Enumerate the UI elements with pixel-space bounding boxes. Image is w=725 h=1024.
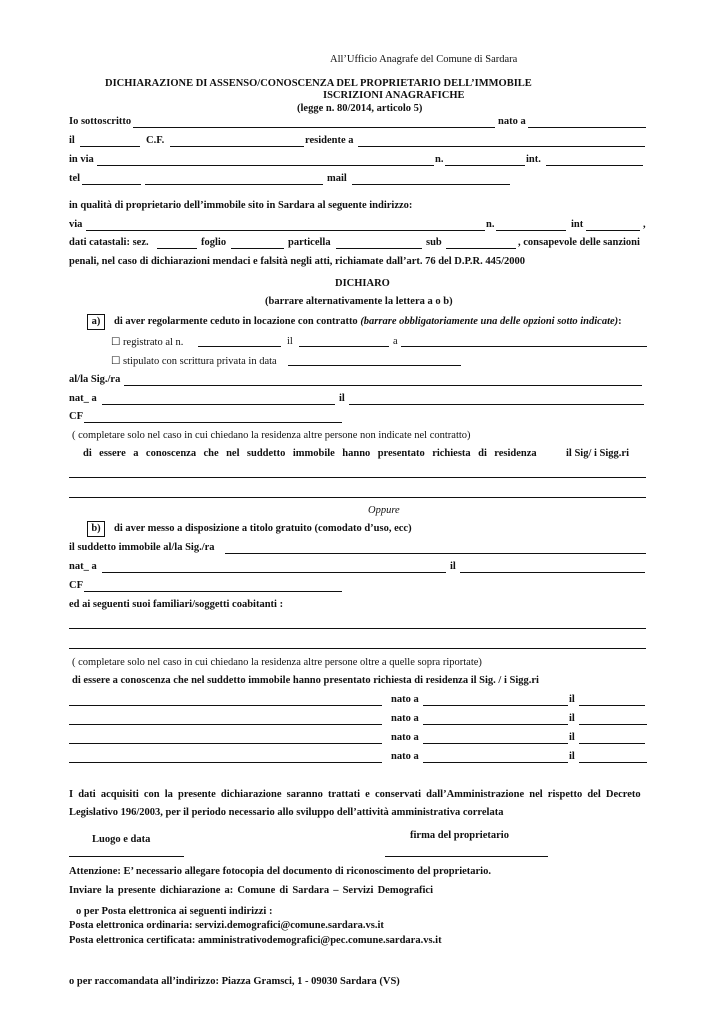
label-cf: C.F. bbox=[146, 135, 165, 146]
field-comodato-birthplace[interactable] bbox=[102, 572, 446, 573]
label-tenant-il: il bbox=[339, 393, 345, 404]
field-comodato-name[interactable] bbox=[225, 553, 646, 554]
label-foglio: foglio bbox=[201, 237, 227, 248]
label-luogo-data: Luogo e data bbox=[92, 834, 151, 845]
label-person-3-nato-a: nato a bbox=[391, 732, 419, 743]
label-reg-il: il bbox=[287, 336, 293, 347]
field-foglio[interactable] bbox=[231, 248, 284, 249]
field-cf[interactable] bbox=[170, 146, 304, 147]
field-person-4-name[interactable] bbox=[69, 762, 382, 763]
sanzioni-text: penali, nel caso di dichiarazioni mendaci e falsità negli atti, richiamate dall’art. 76 del D.P.R. 445/2000 bbox=[69, 256, 526, 267]
label-person-4-il: il bbox=[569, 751, 575, 762]
posta-certificata[interactable]: Posta elettronica certificata: amministrativodemografici@pec.comune.sardara.vs.it bbox=[69, 935, 442, 946]
oppure-separator: Oppure bbox=[368, 505, 400, 516]
conoscenza-b: di essere a conoscenza che nel suddetto immobile hanno presentato richiesta di residenza il Sig. / i Sigg.ri bbox=[72, 675, 539, 686]
label-familiari: ed ai seguenti suoi familiari/soggetti coabitanti : bbox=[69, 599, 284, 610]
field-tel-prefix[interactable] bbox=[82, 184, 141, 185]
label-person-3-il: il bbox=[569, 732, 575, 743]
label-property-int: int bbox=[571, 219, 584, 230]
option-b-checkbox[interactable]: b) bbox=[87, 521, 105, 537]
label-residente-a: residente a bbox=[305, 135, 354, 146]
punct-comma: , bbox=[643, 219, 646, 230]
inviare-instructions: Inviare la presente dichiarazione a: Comune di Sardara – Servizi Demografici bbox=[69, 885, 433, 896]
field-birthdate[interactable] bbox=[80, 146, 140, 147]
field-familiari-line2[interactable] bbox=[69, 648, 646, 649]
field-name[interactable] bbox=[133, 127, 495, 128]
field-person-3-birthplace[interactable] bbox=[423, 743, 568, 744]
label-person-2-il: il bbox=[569, 713, 575, 724]
label-person-4-nato-a: nato a bbox=[391, 751, 419, 762]
option-a-text: di aver regolarmente ceduto in locazione con contratto (barrare obbligatoriamente una delle opzioni sotto indicate): bbox=[114, 316, 622, 327]
label-n: n. bbox=[435, 154, 444, 165]
note-complete-a: ( completare solo nel caso in cui chiedano la residenza altre persone non indicate nel contratto) bbox=[72, 430, 471, 441]
field-person-3-birthdate[interactable] bbox=[579, 743, 645, 744]
label-person-1-il: il bbox=[569, 694, 575, 705]
form-subtitle: ISCRIZIONI ANAGRAFICHE bbox=[323, 90, 465, 101]
option-b-text: di aver messo a disposizione a titolo gratuito (comodato d’uso, ecc) bbox=[114, 523, 412, 534]
field-luogo-data[interactable] bbox=[69, 856, 184, 857]
field-private-date[interactable] bbox=[288, 365, 461, 366]
label-particella: particella bbox=[288, 237, 331, 248]
field-residence[interactable] bbox=[358, 146, 645, 147]
field-sub[interactable] bbox=[446, 248, 516, 249]
field-person-1-birthplace[interactable] bbox=[423, 705, 568, 706]
field-person-4-birthplace[interactable] bbox=[423, 762, 568, 763]
label-mail: mail bbox=[327, 173, 347, 184]
label-alla-sig: al/la Sig./ra bbox=[69, 374, 121, 385]
field-sez[interactable] bbox=[157, 248, 197, 249]
field-birthplace[interactable] bbox=[528, 127, 646, 128]
posta-ordinaria[interactable]: Posta elettronica ordinaria: servizi.demografici@comune.sardara.vs.it bbox=[69, 920, 384, 931]
attenzione-note: Attenzione: E’ necessario allegare fotocopia del documento di riconoscimento del proprietario. bbox=[69, 866, 491, 877]
field-mail[interactable] bbox=[352, 184, 510, 185]
field-residents-a-line1[interactable] bbox=[69, 477, 646, 478]
field-reg-number[interactable] bbox=[198, 346, 281, 347]
field-particella[interactable] bbox=[336, 248, 422, 249]
field-person-2-birthplace[interactable] bbox=[423, 724, 568, 725]
option-a-checkbox[interactable]: a) bbox=[87, 314, 105, 330]
label-il: il bbox=[69, 135, 75, 146]
form-law-reference: (legge n. 80/2014, articolo 5) bbox=[297, 103, 423, 114]
field-property-street[interactable] bbox=[86, 230, 485, 231]
field-street-number[interactable] bbox=[445, 165, 525, 166]
field-familiari-line1[interactable] bbox=[69, 628, 646, 629]
dichiaro-heading: DICHIARO bbox=[335, 278, 390, 289]
field-tenant-cf[interactable] bbox=[84, 422, 342, 423]
note-complete-b: ( completare solo nel caso in cui chiedano la residenza altre persone oltre a quelle sopra riportate) bbox=[72, 657, 482, 668]
label-tel: tel bbox=[69, 173, 81, 184]
field-person-1-birthdate[interactable] bbox=[579, 705, 645, 706]
field-person-2-birthdate[interactable] bbox=[579, 724, 647, 725]
label-b-nat-a: nat_ a bbox=[69, 561, 97, 572]
field-residents-a-line2[interactable] bbox=[69, 497, 646, 498]
privacy-line-1: I dati acquisiti con la presente dichiarazione saranno trattati e conservati dall’Amministrazione nel rispetto del Decreto bbox=[69, 789, 641, 800]
field-comodato-birthdate[interactable] bbox=[460, 572, 645, 573]
label-b-cf: CF bbox=[69, 580, 83, 591]
dichiaro-instructions: (barrare alternativamente la lettera a o b) bbox=[265, 296, 453, 307]
label-property-via: via bbox=[69, 219, 83, 230]
label-firma: firma del proprietario bbox=[410, 830, 509, 841]
field-tenant-name[interactable] bbox=[124, 385, 642, 386]
field-interior[interactable] bbox=[546, 165, 643, 166]
label-nat-a: nat_ a bbox=[69, 393, 97, 404]
label-suddetto: il suddetto immobile al/la Sig./ra bbox=[69, 542, 215, 553]
field-person-2-name[interactable] bbox=[69, 724, 382, 725]
label-consapevole: , consapevole delle sanzioni bbox=[518, 237, 640, 248]
label-tenant-cf: CF bbox=[69, 411, 83, 422]
form-title: DICHIARAZIONE DI ASSENSO/CONOSCENZA DEL PROPRIETARIO DELL’IMMOBILE bbox=[105, 78, 532, 89]
label-nato-a: nato a bbox=[498, 116, 526, 127]
field-reg-place[interactable] bbox=[401, 346, 647, 347]
label-io-sottoscritto: Io sottoscritto bbox=[69, 116, 132, 127]
field-person-1-name[interactable] bbox=[69, 705, 382, 706]
label-b-il: il bbox=[450, 561, 456, 572]
field-property-number[interactable] bbox=[496, 230, 566, 231]
conoscenza-a: di essere a conoscenza che nel suddetto immobile hanno presentato richiesta di residenza bbox=[83, 448, 537, 459]
field-firma[interactable] bbox=[385, 856, 548, 857]
field-property-interior[interactable] bbox=[586, 230, 640, 231]
field-person-3-name[interactable] bbox=[69, 743, 382, 744]
label-sig-sigg-a: il Sig/ i Sigg.ri bbox=[566, 448, 630, 459]
field-reg-date[interactable] bbox=[299, 346, 389, 347]
label-in-via: in via bbox=[69, 154, 94, 165]
label-int: int. bbox=[526, 154, 541, 165]
label-reg-a: a bbox=[393, 336, 398, 347]
privacy-line-2: Legislativo 196/2003, per il periodo necessario allo sviluppo dell’attività amministrativa correlata bbox=[69, 807, 504, 818]
field-tel[interactable] bbox=[145, 184, 323, 185]
field-street[interactable] bbox=[97, 165, 434, 166]
field-tenant-birthplace[interactable] bbox=[102, 404, 335, 405]
registrato-checkbox[interactable]: ☐ registrato al n. bbox=[111, 337, 184, 348]
label-sub: sub bbox=[426, 237, 442, 248]
label-person-1-nato-a: nato a bbox=[391, 694, 419, 705]
field-comodato-cf[interactable] bbox=[84, 591, 342, 592]
raccomandata-address: o per raccomandata all’indirizzo: Piazza Gramsci, 1 - 09030 Sardara (VS) bbox=[69, 976, 400, 987]
scrittura-privata-checkbox[interactable]: ☐ stipulato con scrittura privata in data bbox=[111, 356, 277, 367]
addressee: All’Ufficio Anagrafe del Comune di Sardara bbox=[330, 54, 518, 65]
posta-elettronica-intro: o per Posta elettronica ai seguenti indirizzi : bbox=[76, 906, 273, 917]
property-intro: in qualità di proprietario dell’immobile sito in Sardara al seguente indirizzo: bbox=[69, 200, 413, 211]
field-tenant-birthdate[interactable] bbox=[349, 404, 644, 405]
label-property-n: n. bbox=[486, 219, 495, 230]
field-person-4-birthdate[interactable] bbox=[579, 762, 647, 763]
label-person-2-nato-a: nato a bbox=[391, 713, 419, 724]
label-dati-catastali: dati catastali: sez. bbox=[69, 237, 149, 248]
